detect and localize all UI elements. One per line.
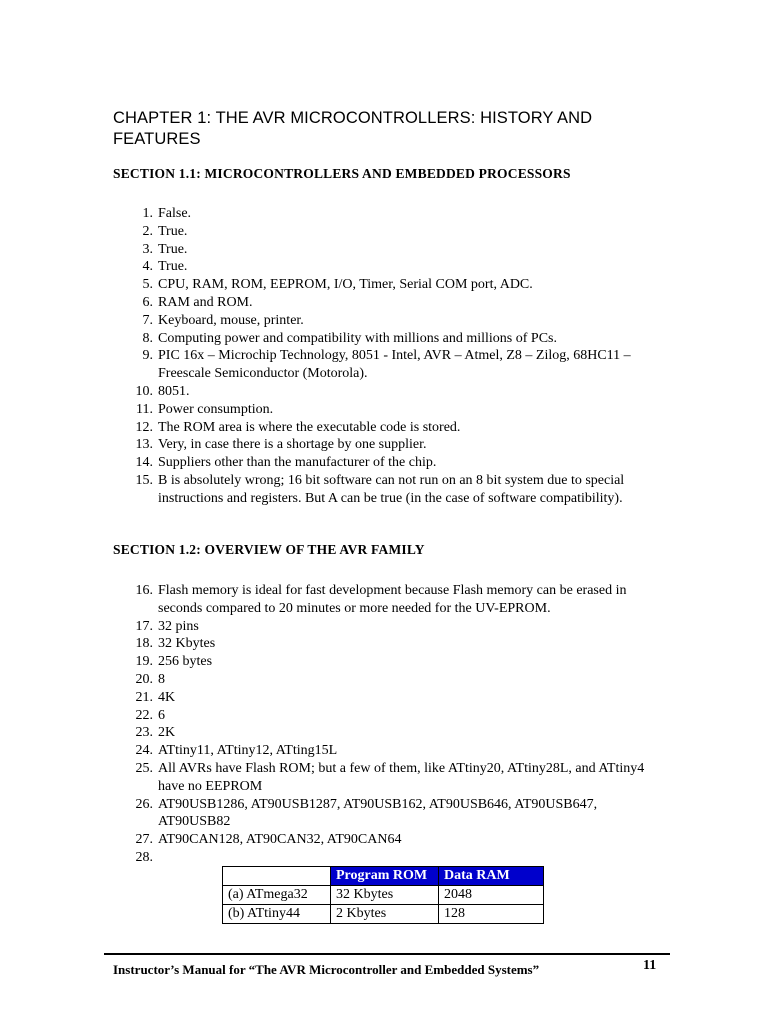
answer-text: Suppliers other than the manufacturer of the chip. [158, 455, 437, 471]
answer-item [0, 419, 648, 437]
answer-text: Flash memory is ideal for fast development because Flash memory can be erased in seconds compared to 20 minutes or more needed for the UV-EPROM. [158, 583, 627, 616]
answer-number: 25. [135, 760, 153, 776]
memory-table [222, 866, 544, 924]
answer-item [0, 347, 648, 383]
answer-item [0, 707, 648, 725]
answer-item [0, 330, 648, 348]
answer-item [0, 742, 648, 760]
answer-item [0, 472, 648, 508]
answer-number: 16. [135, 583, 153, 598]
answer-item [0, 724, 648, 742]
answer-number: 24. [135, 743, 153, 759]
answer-list-section-1-1 [0, 205, 648, 508]
answer-number: 10. [135, 383, 153, 399]
table-cell-data-ram: 2048 [439, 886, 544, 905]
answer-item [0, 635, 648, 653]
answer-text: True. [158, 259, 188, 275]
section-heading-1-2: SECTION 1.2: OVERVIEW OF THE AVR FAMILY [113, 542, 425, 557]
answer-text: 8 [158, 671, 165, 687]
table-header-row [223, 867, 544, 886]
answer-item [0, 831, 648, 849]
answer-text: AT90USB1286, AT90USB1287, AT90USB162, AT90USB646, AT90USB647, AT90USB82 [158, 796, 598, 830]
answer-number: 20. [135, 671, 153, 687]
answer-item [0, 312, 648, 330]
answer-number: 8. [142, 330, 153, 346]
chapter-title: CHAPTER 1: THE AVR MICROCONTROLLERS: HISTORY AND FEATURES [113, 109, 593, 148]
answer-item [0, 401, 648, 419]
answer-text: All AVRs have Flash ROM; but a few of them, like ATtiny20, ATtiny28L, and ATtiny4 have no EEPROM [158, 760, 645, 794]
answer-item [0, 223, 648, 241]
answer-number: 7. [142, 312, 153, 328]
answer-number: 5. [142, 277, 153, 293]
answer-text: True. [158, 241, 188, 257]
answer-text: 2K [158, 725, 176, 741]
answer-text: 8051. [158, 383, 190, 399]
answer-number: 14. [135, 455, 153, 471]
answer-text: False. [158, 206, 192, 221]
table-cell-program-rom: 2 Kbytes [331, 905, 439, 924]
answer-text: 6 [158, 707, 165, 723]
answer-item [0, 436, 648, 454]
answer-text: The ROM area is where the executable code is stored. [158, 419, 461, 435]
answer-item [0, 294, 648, 312]
answer-number: 4. [142, 259, 153, 275]
answer-number: 15. [135, 472, 153, 488]
page-number: 11 [643, 958, 657, 973]
footer-divider [104, 953, 670, 955]
answer-number: 28. [135, 849, 153, 865]
answer-text: Very, in case there is a shortage by one supplier. [158, 437, 427, 453]
answer-text: 4K [158, 689, 176, 705]
answer-text: 32 pins [158, 618, 199, 634]
answer-number: 27. [135, 832, 153, 848]
answer-number: 22. [135, 707, 153, 723]
table-cell-program-rom: 32 Kbytes [331, 886, 439, 905]
answer-number: 21. [135, 689, 153, 705]
table-row [223, 886, 544, 905]
table-header-data-ram: Data RAM [439, 867, 544, 886]
answer-item [0, 241, 648, 259]
footer-title: Instructor’s Manual for “The AVR Microcontroller and Embedded Systems” [113, 962, 540, 977]
answer-text: 32 Kbytes [158, 636, 216, 652]
answer-number: 12. [135, 419, 153, 435]
answer-text: ATtiny11, ATtiny12, ATting15L [158, 743, 338, 759]
answer-number: 1. [142, 206, 153, 221]
answer-number: 3. [142, 241, 153, 257]
answer-number: 26. [135, 796, 153, 812]
answer-text: 256 bytes [158, 654, 213, 670]
answer-item [0, 689, 648, 707]
answer-number: 6. [142, 294, 153, 310]
answer-text: Power consumption. [158, 401, 274, 417]
answer-number: 23. [135, 725, 153, 741]
answer-number: 19. [135, 654, 153, 670]
answer-number: 9. [142, 348, 153, 364]
answer-text: Computing power and compatibility with millions and millions of PCs. [158, 330, 557, 346]
answer-item [0, 258, 648, 276]
table-header-program-rom: Program ROM [331, 867, 439, 886]
answer-text: PIC 16x – Microchip Technology, 8051 - Intel, AVR – Atmel, Z8 – Zilog, 68HC11 – Freescale Semiconductor (Motorola). [158, 348, 631, 382]
table-cell-device: (b) ATtiny44 [223, 905, 331, 924]
answer-item [0, 582, 648, 618]
answer-item [0, 383, 648, 401]
answer-text: AT90CAN128, AT90CAN32, AT90CAN64 [158, 832, 402, 848]
answer-item [0, 671, 648, 689]
answer-item [0, 618, 648, 636]
answer-item [0, 653, 648, 671]
answer-item [0, 276, 648, 294]
answer-text: True. [158, 223, 188, 239]
table-row [223, 905, 544, 924]
answer-number: 18. [135, 636, 153, 652]
answer-number: 2. [142, 223, 153, 239]
answer-item [0, 205, 648, 223]
answer-text: RAM and ROM. [158, 294, 253, 310]
section-heading-1-1: SECTION 1.1: MICROCONTROLLERS AND EMBEDDED PROCESSORS [113, 166, 571, 181]
answer-text: B is absolutely wrong; 16 bit software can not run on an 8 bit system due to special instructions and registers. But A can be true (in the case of software compatibility). [158, 472, 625, 506]
answer-number: 17. [135, 618, 153, 634]
table-cell-data-ram: 128 [439, 905, 544, 924]
answer-text: Keyboard, mouse, printer. [158, 312, 304, 328]
answer-number: 13. [135, 437, 153, 453]
answer-item [0, 454, 648, 472]
table-header-blank [223, 867, 331, 886]
answer-item [0, 796, 648, 832]
answer-text: CPU, RAM, ROM, EEPROM, I/O, Timer, Serial COM port, ADC. [158, 277, 533, 293]
answer-number: 11. [136, 401, 153, 417]
table-cell-device: (a) ATmega32 [223, 886, 331, 905]
answer-list-section-1-2 [0, 582, 648, 865]
answer-item [0, 760, 648, 796]
